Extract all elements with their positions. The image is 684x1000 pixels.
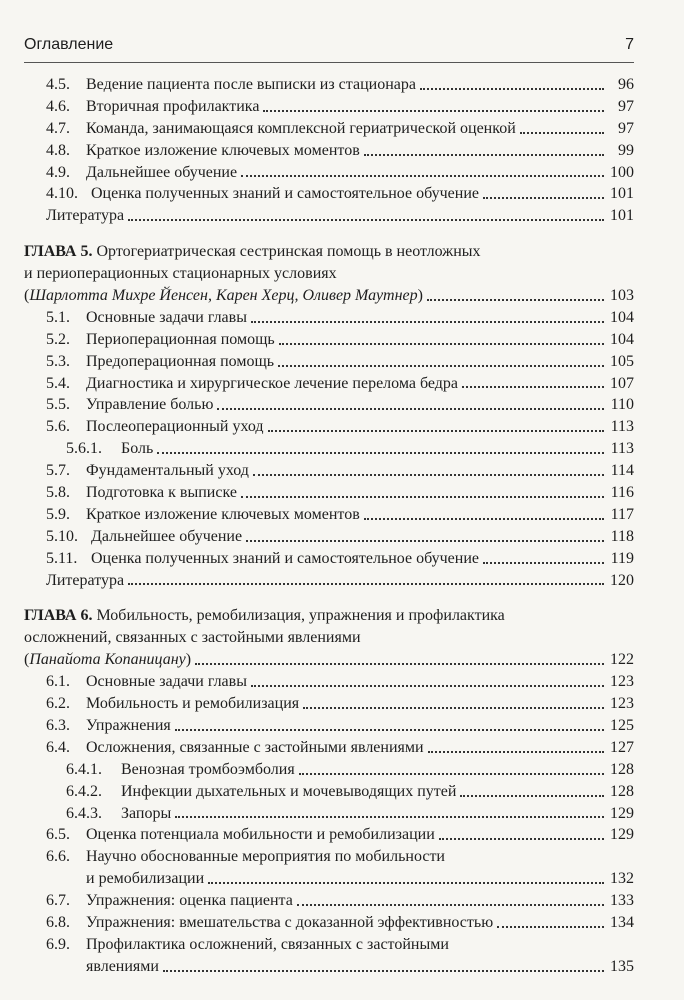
- entry-number: 5.3.: [46, 352, 70, 370]
- entry-page: 113: [610, 440, 634, 458]
- entry-number: 5.6.: [46, 418, 70, 436]
- chapter-6-heading: [24, 605, 634, 671]
- chapter-5-heading: [24, 241, 634, 307]
- entry-title-continued: явлениями: [86, 957, 159, 975]
- chapter-page: 122: [610, 651, 634, 669]
- chapter-title-line-1: Мобильность, ремобилизация, упражнения и профилактика: [96, 607, 505, 625]
- toc-entry: [24, 394, 634, 416]
- toc-entry: [24, 373, 634, 395]
- entry-number: 6.4.1.: [66, 760, 102, 778]
- entry-number: 4.5.: [46, 76, 70, 93]
- dot-leader: [128, 218, 604, 221]
- entry-title: Оценка полученных знаний и самостоятельное обучение: [91, 549, 480, 567]
- entry-number: 5.10.: [46, 527, 78, 545]
- toc-entry: [24, 912, 634, 934]
- toc-entry: [24, 548, 634, 570]
- entry-number: 6.7.: [46, 892, 70, 910]
- entry-page: 119: [610, 549, 634, 567]
- chapter-title-line-2: и периоперационных стационарных условиях: [24, 265, 337, 283]
- toc-entry: [24, 934, 634, 956]
- entry-title: Дальнейшее обучение: [86, 163, 238, 181]
- chapter-authors: Шарлотта Михре Йенсен, Карен Херц, Оливер Маутнер: [29, 287, 418, 305]
- toc-entry: [24, 140, 634, 162]
- dot-leader: [364, 153, 604, 156]
- toc-subentry: [24, 803, 634, 825]
- entry-number: 5.6.1.: [66, 440, 102, 458]
- dot-leader: [428, 750, 604, 753]
- header-title: Оглавление: [24, 36, 114, 53]
- entry-number: 5.8.: [46, 484, 70, 502]
- dot-leader: [195, 662, 604, 665]
- entry-number: 5.11.: [46, 549, 78, 567]
- dot-leader: [483, 196, 604, 199]
- entry-number: 6.8.: [46, 913, 70, 931]
- toc-entry: [24, 671, 634, 693]
- entry-title: Команда, занимающаяся комплексной гериатрической оценкой: [86, 119, 516, 137]
- entry-page: 104: [610, 308, 634, 326]
- entry-title-continued: и ремобилизации: [86, 870, 205, 888]
- entry-number: 5.7.: [46, 462, 70, 480]
- toc-entry: [24, 460, 634, 482]
- toc-entry: [24, 482, 634, 504]
- entry-page: 128: [610, 760, 634, 778]
- entry-page: 132: [610, 870, 634, 888]
- toc-entry-continuation: [24, 868, 634, 890]
- entry-title: Оценка потенциала мобильности и ремобилизации: [86, 826, 435, 844]
- entry-number: 6.4.: [46, 738, 70, 756]
- entry-page: 116: [610, 484, 634, 502]
- toc-entry: [24, 846, 634, 868]
- entry-number: 5.2.: [46, 330, 70, 348]
- chapter-title-line-1: Ортогериатрическая сестринская помощь в неотложных: [96, 243, 481, 261]
- dot-leader: [251, 684, 604, 687]
- entry-title: Краткое изложение ключевых моментов: [86, 505, 360, 523]
- entry-title: Вторичная профилактика: [86, 97, 260, 115]
- entry-number: 4.8.: [46, 141, 70, 159]
- toc-entry: [24, 351, 634, 373]
- entry-page: 123: [610, 673, 634, 691]
- entry-title: Управление болью: [86, 396, 214, 414]
- toc-content: [24, 74, 634, 978]
- entry-page: 96: [618, 76, 634, 93]
- entry-number: 5.5.: [46, 396, 70, 414]
- toc-entry: [24, 416, 634, 438]
- dot-leader: [241, 495, 604, 498]
- entry-number: 6.4.3.: [66, 804, 102, 822]
- entry-title: Осложнения, связанные с застойными явлениями: [86, 738, 424, 756]
- entry-number: 4.10.: [46, 185, 78, 203]
- entry-page: 127: [610, 738, 634, 756]
- entry-number: 4.9.: [46, 163, 70, 181]
- dot-leader: [268, 429, 604, 432]
- entry-number: 6.5.: [46, 826, 70, 844]
- dot-leader: [364, 517, 604, 520]
- close-paren: ): [417, 287, 423, 305]
- entry-title: Фундаментальный уход: [86, 462, 249, 480]
- entry-page: 107: [610, 374, 634, 392]
- toc-entry: [24, 526, 634, 548]
- entry-number: 6.9.: [46, 935, 70, 953]
- entry-page: 117: [610, 505, 634, 523]
- entry-title: Инфекции дыхательных и мочевыводящих путей: [121, 782, 457, 800]
- dot-leader: [175, 815, 604, 818]
- entry-page: 105: [610, 352, 634, 370]
- entry-title: Запоры: [121, 804, 172, 822]
- running-header: [24, 36, 634, 63]
- entry-number: 4.6.: [46, 97, 70, 115]
- entry-number: 5.1.: [46, 308, 70, 326]
- entry-page: 101: [610, 185, 634, 203]
- entry-page: 97: [618, 119, 634, 137]
- dot-leader: [241, 174, 604, 177]
- toc-entry-literature: [24, 205, 634, 227]
- toc-entry: [24, 890, 634, 912]
- entry-page: 133: [610, 892, 634, 910]
- chapter-label: ГЛАВА 5.: [24, 243, 93, 261]
- dot-leader: [520, 131, 604, 134]
- dot-leader: [246, 539, 604, 542]
- entry-page: 99: [618, 141, 634, 159]
- entry-title: Литература: [46, 207, 125, 225]
- entry-title: Диагностика и хирургическое лечение перелома бедра: [86, 374, 459, 392]
- entry-number: 5.9.: [46, 505, 70, 523]
- entry-number: 5.4.: [46, 374, 70, 392]
- dot-leader: [439, 837, 604, 840]
- dot-leader: [279, 342, 604, 345]
- entry-title: Литература: [46, 571, 125, 589]
- entry-title: Научно обоснованные мероприятия по мобильности: [86, 848, 445, 866]
- entry-title: Предоперационная помощь: [86, 352, 275, 370]
- dot-leader: [253, 473, 604, 476]
- dot-leader: [251, 320, 604, 323]
- dot-leader: [208, 881, 604, 884]
- entry-title: Основные задачи главы: [86, 308, 247, 326]
- toc-entry: [24, 307, 634, 329]
- chapter-authors: Панайота Копаницану: [29, 651, 186, 669]
- dot-leader: [303, 706, 604, 709]
- entry-page: 123: [610, 695, 634, 713]
- entry-page: 135: [610, 957, 634, 975]
- entry-title: Дальнейшее обучение: [91, 527, 243, 545]
- entry-title: Основные задачи главы: [86, 673, 247, 691]
- entry-page: 134: [610, 913, 634, 931]
- toc-entry: [24, 329, 634, 351]
- entry-number: 6.1.: [46, 673, 70, 691]
- dot-leader: [217, 407, 604, 410]
- header-page-number: 7: [625, 36, 634, 53]
- entry-page: 125: [610, 716, 634, 734]
- entry-page: 97: [618, 97, 634, 115]
- toc-entry: [24, 74, 634, 96]
- entry-page: 118: [610, 527, 634, 545]
- entry-title: Боль: [121, 440, 154, 458]
- entry-number: 6.6.: [46, 848, 70, 866]
- entry-title: Ведение пациента после выписки из стационара: [86, 76, 416, 93]
- entry-title: Подготовка к выписке: [86, 484, 237, 502]
- entry-number: 4.7.: [46, 119, 70, 137]
- entry-title: Послеоперационный уход: [86, 418, 264, 436]
- dot-leader: [157, 451, 604, 454]
- dot-leader: [175, 728, 604, 731]
- toc-entry-literature: [24, 570, 634, 592]
- toc-entry: [24, 715, 634, 737]
- entry-number: 6.2.: [46, 695, 70, 713]
- close-paren: ): [185, 651, 192, 669]
- dot-leader: [497, 925, 604, 928]
- entry-page: 120: [610, 571, 634, 589]
- toc-subentry: [24, 759, 634, 781]
- dot-leader: [163, 969, 604, 972]
- dot-leader: [128, 582, 604, 585]
- toc-entry: [24, 693, 634, 715]
- toc-subentry: [24, 438, 634, 460]
- open-paren: (: [24, 287, 30, 305]
- entry-title: Оценка полученных знаний и самостоятельное обучение: [91, 185, 480, 203]
- entry-title: Периоперационная помощь: [86, 330, 275, 348]
- chapter-title-line-2: осложнений, связанных с застойными явлениями: [24, 629, 361, 647]
- entry-page: 113: [610, 418, 634, 436]
- entry-page: 114: [610, 462, 634, 480]
- dot-leader: [420, 87, 604, 90]
- toc-entry: [24, 118, 634, 140]
- toc-entry: [24, 162, 634, 184]
- entry-title: Упражнения: вмешательства с доказанной эффективностью: [86, 913, 494, 931]
- toc-entry: [24, 824, 634, 846]
- entry-page: 110: [610, 396, 634, 414]
- dot-leader: [278, 364, 604, 367]
- toc-entry: [24, 737, 634, 759]
- dot-leader: [427, 298, 604, 301]
- entry-title: Упражнения: [86, 716, 171, 734]
- entry-number: 6.4.2.: [66, 782, 102, 800]
- toc-entry-continuation: [24, 956, 634, 978]
- entry-page: 104: [610, 330, 634, 348]
- dot-leader: [297, 903, 604, 906]
- entry-number: 6.3.: [46, 716, 70, 734]
- entry-title: Упражнения: оценка пациента: [86, 892, 293, 910]
- entry-page: 128: [610, 782, 634, 800]
- toc-entry: [24, 96, 634, 118]
- entry-page: 129: [610, 826, 634, 844]
- dot-leader: [299, 772, 604, 775]
- entry-title: Профилактика осложнений, связанных с застойными: [86, 935, 449, 953]
- chapter-page: 103: [610, 287, 634, 305]
- entry-title: Краткое изложение ключевых моментов: [86, 141, 360, 159]
- chapter-label: ГЛАВА 6.: [24, 607, 93, 625]
- toc-entry: [24, 504, 634, 526]
- entry-title: Венозная тромбоэмболия: [121, 760, 295, 778]
- entry-page: 100: [610, 163, 634, 181]
- entry-page: 101: [610, 207, 634, 225]
- dot-leader: [460, 794, 604, 797]
- toc-entry: [24, 183, 634, 205]
- entry-title: Мобильность и ремобилизация: [86, 695, 300, 713]
- dot-leader: [263, 109, 604, 112]
- entry-page: 129: [610, 804, 634, 822]
- dot-leader: [462, 385, 604, 388]
- toc-subentry: [24, 781, 634, 803]
- dot-leader: [483, 561, 604, 564]
- open-paren: (: [24, 651, 30, 669]
